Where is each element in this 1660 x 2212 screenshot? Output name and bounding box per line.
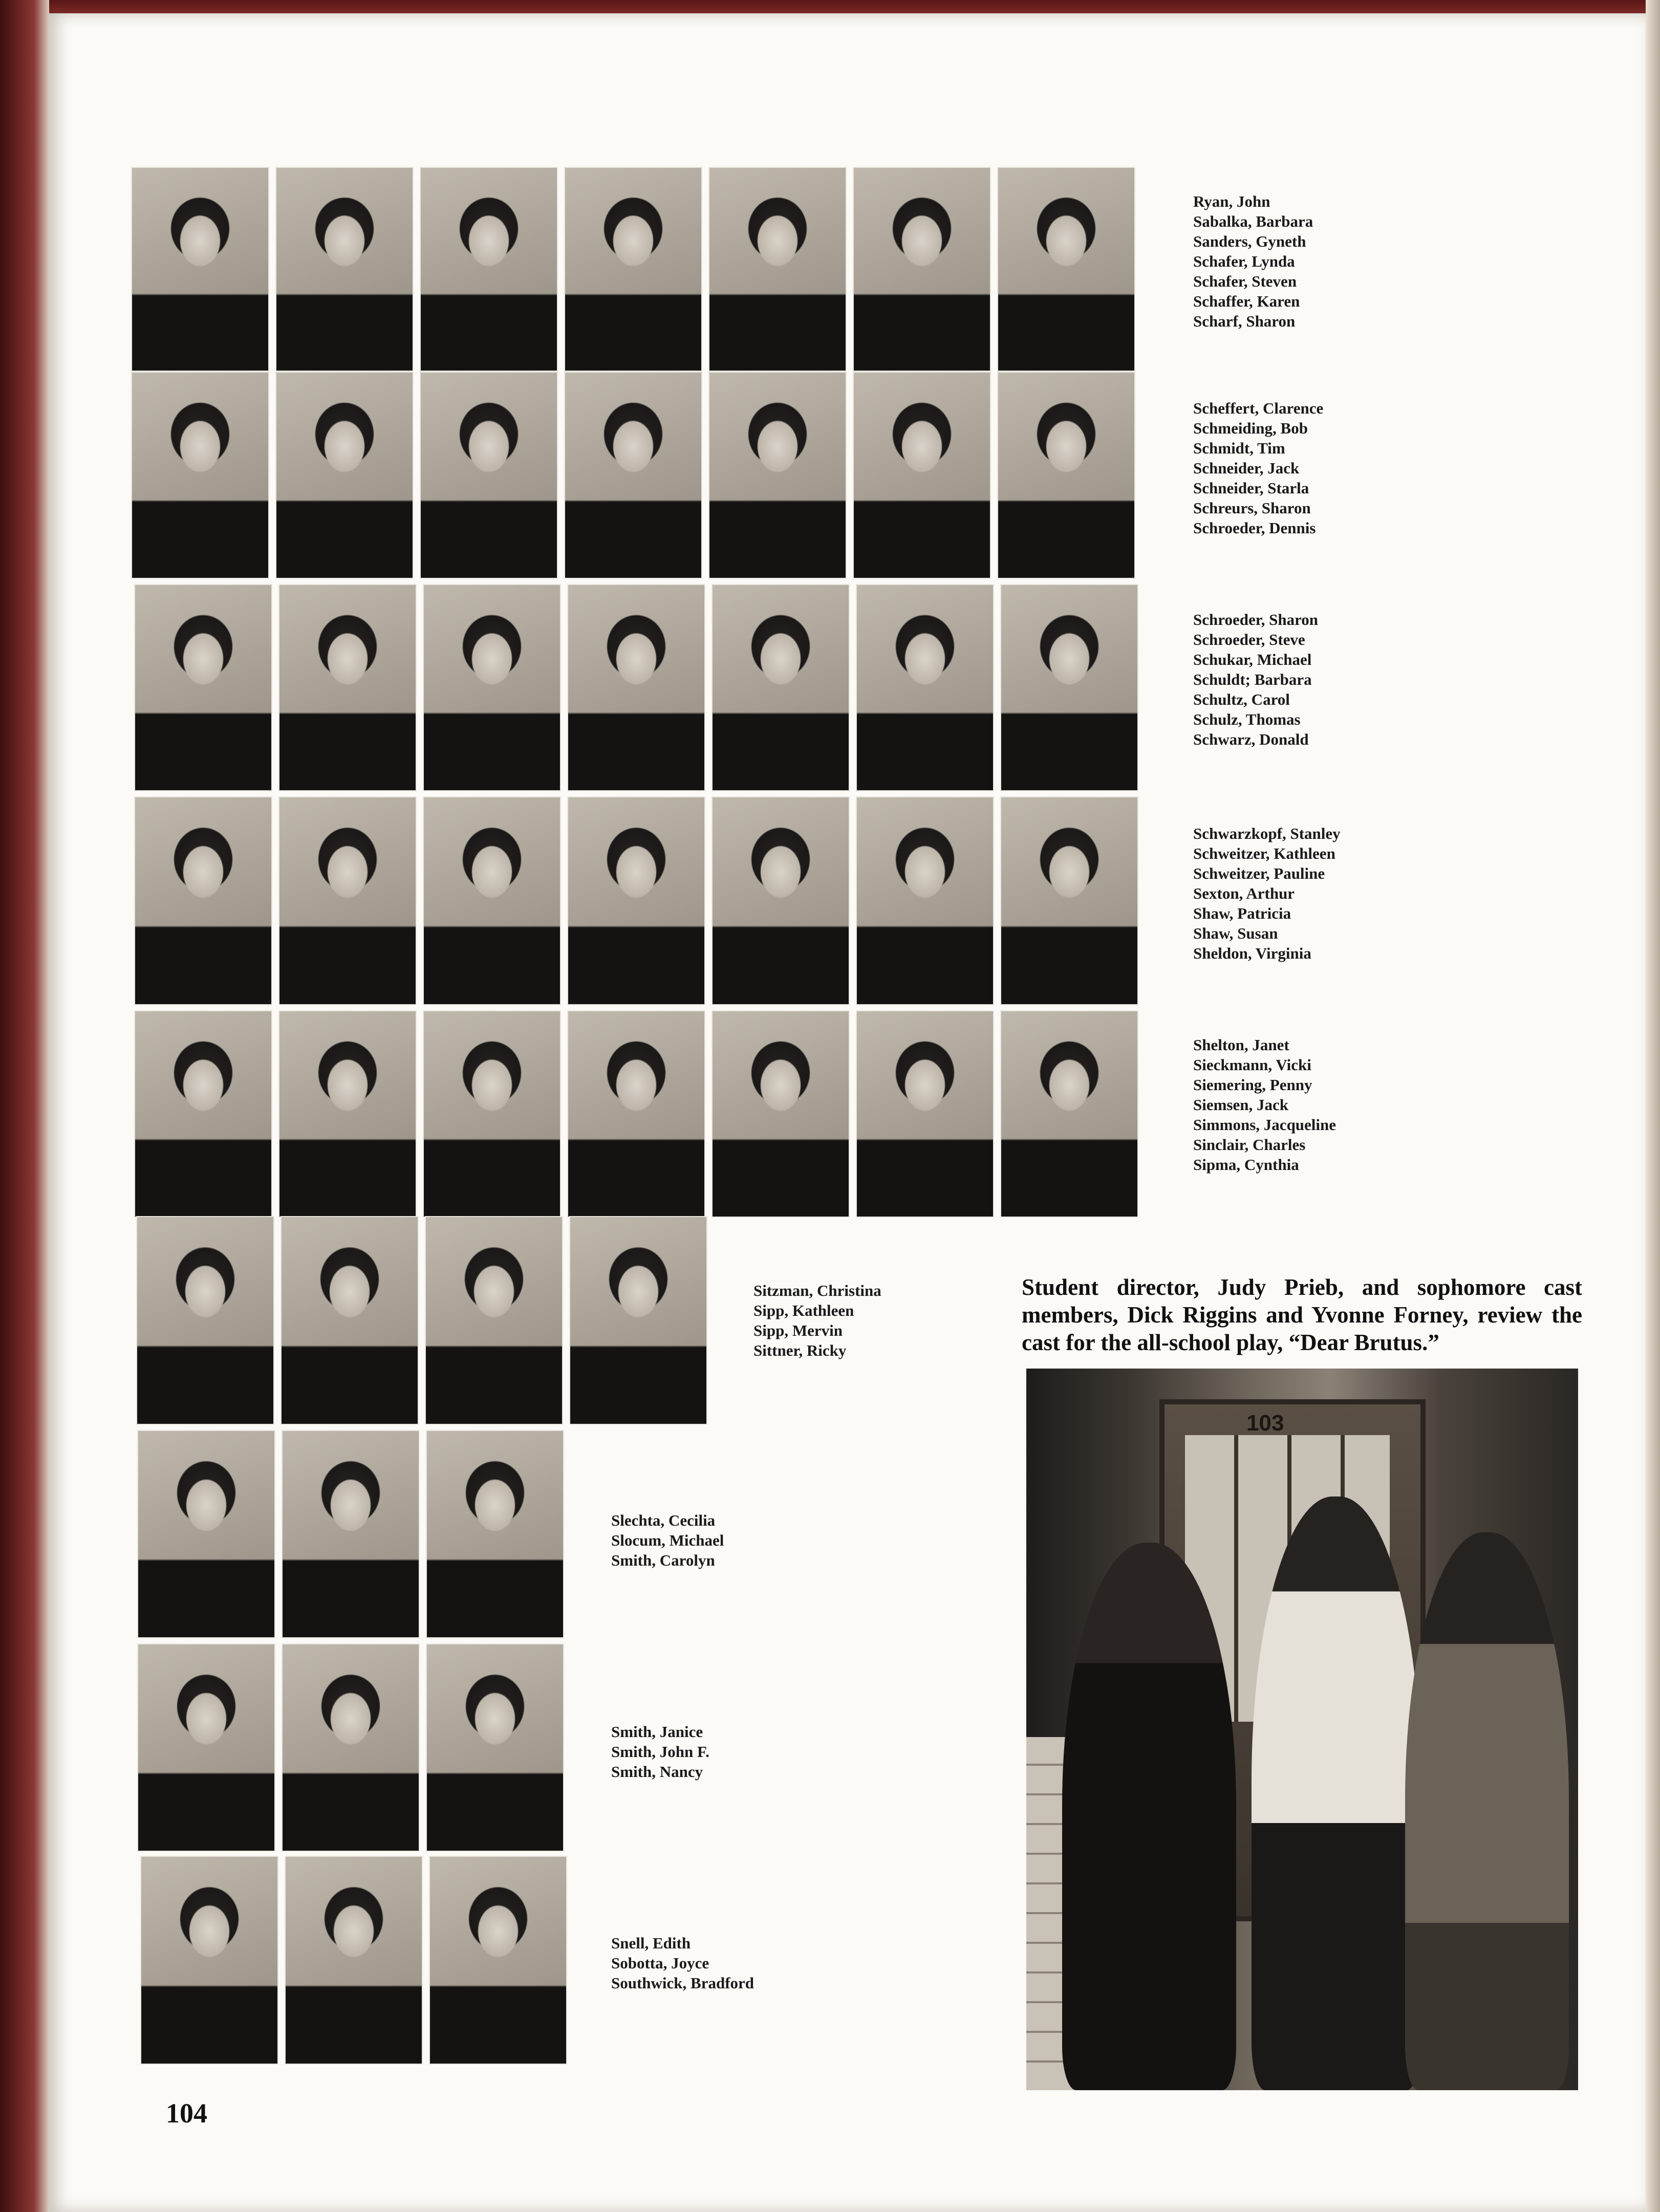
student-portrait	[564, 372, 702, 579]
student-name: Schwarz, Donald	[1193, 730, 1309, 748]
student-name: Southwick, Bradford	[611, 1974, 754, 1992]
student-name: Simmons, Jacqueline	[1193, 1116, 1336, 1134]
student-portrait	[134, 584, 272, 791]
name-list-row-8	[611, 1722, 709, 1782]
student-portrait	[420, 167, 558, 372]
student-portrait	[423, 796, 561, 1005]
student-portrait	[856, 1010, 994, 1218]
name-list-row-9	[611, 1933, 754, 1993]
student-name: Smith, Janice	[611, 1723, 703, 1741]
student-name: Sanders, Gyneth	[1193, 232, 1306, 250]
student-name: Schafer, Lynda	[1193, 252, 1295, 270]
book-binding-right	[1646, 0, 1660, 2212]
student-name: Smith, Nancy	[611, 1763, 703, 1781]
student-name: Siemsen, Jack	[1193, 1096, 1288, 1114]
student-name: Slechta, Cecilia	[611, 1511, 716, 1529]
cast-photo	[1026, 1369, 1578, 2090]
name-list-row-6	[753, 1281, 881, 1360]
student-name: Sitzman, Christina	[753, 1282, 881, 1299]
yearbook-page	[49, 13, 1646, 2212]
student-name: Schneider, Starla	[1193, 479, 1309, 497]
student-portrait	[136, 1216, 274, 1425]
student-figure-left	[1062, 1543, 1236, 2090]
student-portrait	[856, 796, 994, 1005]
student-portrait	[564, 167, 702, 372]
student-figure-center	[1252, 1497, 1420, 2090]
student-name: Schmidt, Tim	[1193, 439, 1285, 457]
page-number: 104	[166, 2098, 207, 2129]
student-portrait	[1000, 796, 1138, 1005]
student-name: Schneider, Jack	[1193, 459, 1300, 477]
student-portrait	[425, 1216, 563, 1425]
student-name: Schmeiding, Bob	[1193, 419, 1308, 437]
book-binding-top	[0, 0, 1660, 13]
student-portrait	[131, 167, 269, 372]
student-portrait	[853, 167, 991, 372]
student-portrait	[285, 1856, 423, 2065]
student-portrait	[282, 1430, 420, 1638]
student-portrait	[426, 1430, 564, 1638]
student-name: Sipma, Cynthia	[1193, 1156, 1299, 1174]
student-portrait	[140, 1856, 278, 2065]
student-name: Schweitzer, Pauline	[1193, 864, 1325, 882]
student-name: Scharf, Sharon	[1193, 312, 1296, 330]
student-name: Sheldon, Virginia	[1193, 944, 1311, 962]
student-name: Schroeder, Dennis	[1193, 519, 1316, 537]
student-portrait	[137, 1643, 275, 1852]
student-name: Shaw, Susan	[1193, 924, 1278, 942]
student-portrait	[281, 1216, 419, 1425]
student-name: Scheffert, Clarence	[1193, 399, 1324, 417]
student-portrait	[275, 372, 414, 579]
student-portrait	[278, 584, 417, 791]
name-list-row-1	[1193, 191, 1313, 331]
student-portrait	[708, 372, 847, 579]
student-portrait	[712, 796, 850, 1005]
student-name: Schwarzkopf, Stanley	[1193, 825, 1341, 842]
student-portrait	[282, 1643, 420, 1852]
student-portrait	[567, 1010, 705, 1218]
photo-caption: Student director, Judy Prieb, and sophomore cast members, Dick Riggins and Yvonne Forney, review the cast for the all-school play, “Dear Brutus.”	[1022, 1274, 1582, 1355]
student-portrait	[708, 167, 847, 372]
book-binding-left	[0, 0, 49, 2212]
student-name: Sieckmann, Vicki	[1193, 1056, 1311, 1074]
student-name: Schuldt; Barbara	[1193, 670, 1312, 688]
student-portrait	[569, 1216, 707, 1425]
student-name: Schulz, Thomas	[1193, 710, 1301, 728]
student-name: Smith, John F.	[611, 1743, 709, 1761]
door-number: 103	[1246, 1411, 1284, 1436]
student-portrait	[712, 584, 850, 791]
student-portrait	[423, 584, 561, 791]
name-list-row-7	[611, 1510, 724, 1570]
student-portrait	[1000, 584, 1138, 791]
student-name: Schaffer, Karen	[1193, 292, 1300, 310]
student-name: Shelton, Janet	[1193, 1036, 1289, 1054]
student-portrait	[278, 1010, 417, 1218]
student-portrait	[420, 372, 558, 579]
name-list-row-4	[1193, 823, 1341, 963]
student-portrait	[853, 372, 991, 579]
student-name: Ryan, John	[1193, 192, 1270, 210]
student-name: Schroeder, Steve	[1193, 631, 1305, 648]
student-portrait	[426, 1643, 564, 1852]
student-name: Sipp, Mervin	[753, 1321, 843, 1339]
student-name: Schukar, Michael	[1193, 650, 1312, 668]
student-portrait	[856, 584, 994, 791]
student-name: Smith, Carolyn	[611, 1551, 715, 1569]
student-portrait	[997, 167, 1135, 372]
student-name: Snell, Edith	[611, 1934, 691, 1952]
student-name: Schroeder, Sharon	[1193, 611, 1319, 628]
student-figure-right	[1405, 1532, 1569, 2090]
name-list-row-5	[1193, 1035, 1336, 1175]
student-name: Sinclair, Charles	[1193, 1136, 1306, 1154]
student-portrait	[1000, 1010, 1138, 1218]
student-name: Sexton, Arthur	[1193, 884, 1295, 902]
student-portrait	[997, 372, 1135, 579]
student-name: Slocum, Michael	[611, 1531, 724, 1549]
student-name: Shaw, Patricia	[1193, 904, 1291, 922]
student-name: Schweitzer, Kathleen	[1193, 844, 1335, 862]
name-list-row-2	[1193, 398, 1323, 538]
student-portrait	[134, 796, 272, 1005]
student-name: Schreurs, Sharon	[1193, 499, 1311, 517]
student-name: Schultz, Carol	[1193, 690, 1290, 708]
student-name: Sittner, Ricky	[753, 1341, 847, 1359]
student-portrait	[712, 1010, 850, 1218]
student-portrait	[423, 1010, 561, 1218]
student-portrait	[567, 796, 705, 1005]
student-name: Schafer, Steven	[1193, 272, 1297, 290]
student-portrait	[131, 372, 269, 579]
student-portrait	[429, 1856, 567, 2065]
student-name: Sabalka, Barbara	[1193, 212, 1313, 230]
student-portrait	[134, 1010, 272, 1218]
student-portrait	[137, 1430, 275, 1638]
student-name: Siemering, Penny	[1193, 1076, 1312, 1094]
name-list-row-3	[1193, 610, 1318, 749]
student-portrait	[278, 796, 417, 1005]
student-portrait	[567, 584, 705, 791]
student-portrait	[275, 167, 414, 372]
student-name: Sobotta, Joyce	[611, 1954, 709, 1972]
student-name: Sipp, Kathleen	[753, 1302, 854, 1319]
